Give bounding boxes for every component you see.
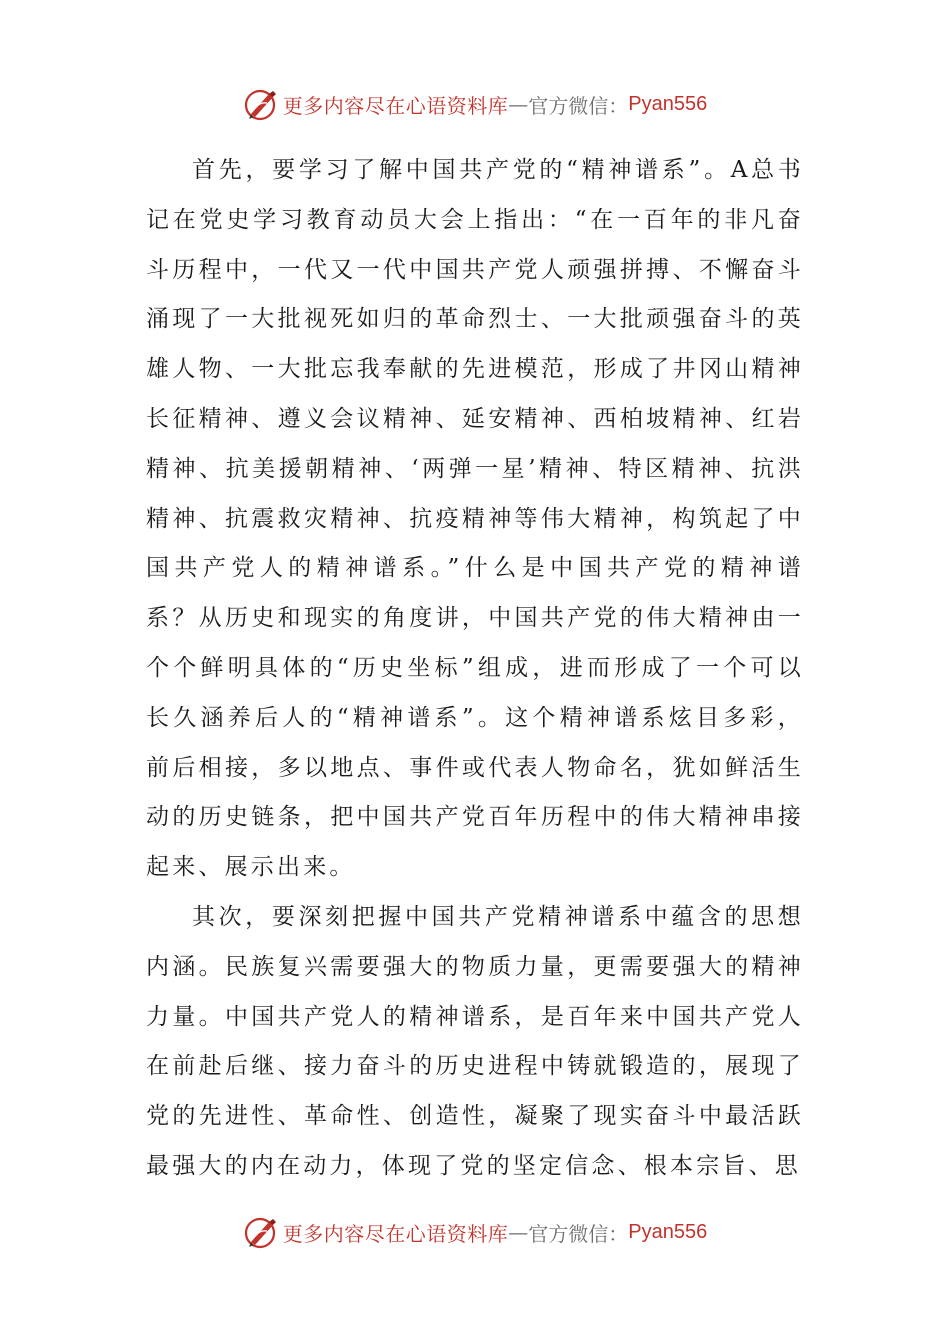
pen-logo-icon [243,86,279,122]
brand-dash: — [508,1220,529,1244]
brand-text: 更多内容尽在心语资料库 [282,1221,509,1246]
contact-label: 官方微信： [528,1221,629,1246]
contact-label: 官方微信： [528,93,629,118]
brand-text: 更多内容尽在心语资料库 [282,93,509,118]
brand-dash: — [508,92,529,116]
paragraph-2: 其次，要深刻把握中国共产党精神谱系中蕴含的思想内涵。民族复兴需要强大的物质力量，更需要强大的精神力量。中国共产党人的精神谱系，是百年来中国共产党人在前赴后继、接力奋斗的历史进程中铸就锻造的，展现了党的先进性、革命性、创造性，凝聚了现实奋斗中最活跃最强大的内在动力，体现了党的坚定信念、根本宗旨、思 [146,903,804,1179]
pen-logo-icon [243,1214,279,1250]
contact-id: Pyan556 [628,1220,708,1243]
paragraph-1: 首先，要学习了解中国共产党的“精神谱系”。A总书记在党史学习教育动员大会上指出：“在一百年的非凡奋斗历程中，一代又一代中国共产党人顽强拼搏、不懈奋斗涌现了一大批视死如归的革命烈士、一大批顽强奋斗的英雄人物、一大批忘我奉献的先进模范，形成了井冈山精神长征精神、遵义会议精神、延安精神、西柏坡精神、红岩精神、抗美援朝精神、‘两弹一星’精神、特区精神、抗洪精神、抗震救灾精神、抗疫精神等伟大精神，构筑起了中国共产党人的精神谱系。”什么是中国共产党的精神谱系？从历史和现实的角度讲，中国共产党的伟大精神由一个个鲜明具体的“历史坐标”组成，进而形成了一个可以长久涵养后人的“精神谱系”。这个精神谱系炫目多彩，前后相接，多以地点、事件或代表人物命名，犹如鲜活生动的历史链条，把中国共产党百年历程中的伟大精神串接起来、展示出来。 [146,157,804,881]
document-body [146,146,804,1192]
contact-id: Pyan556 [628,92,708,115]
footer-banner [0,1210,950,1254]
header-banner [0,82,950,126]
